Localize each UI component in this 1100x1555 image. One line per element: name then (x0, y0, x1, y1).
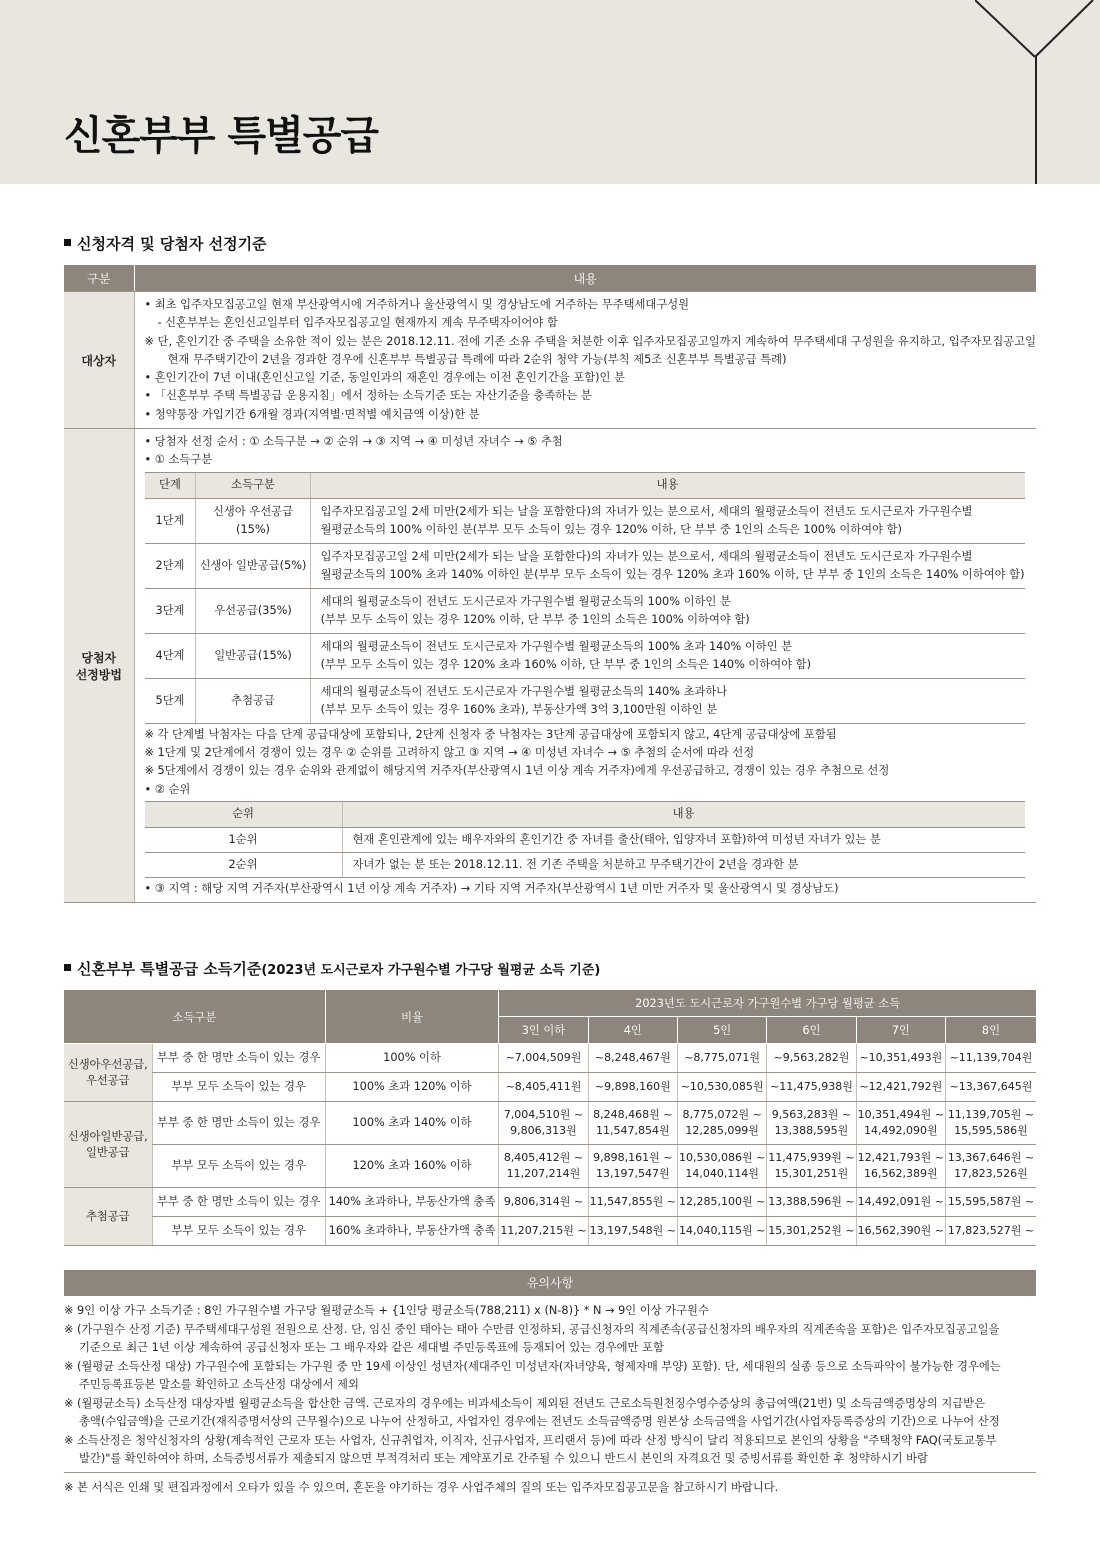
stage-row: 5단계 추첨공급 세대의 월평균소득이 전년도 도시근로자 가구원수별 월평균소득의 140% 초과하나 (부부 모두 소득이 있는 경우 160% 초과), 부동산가액 3억 3,100만원 이하인 분 (145, 678, 1025, 723)
income-amount: 13,367,646원 ~ 17,823,526원 (945, 1145, 1036, 1188)
eligibility-line: - 신혼부부는 혼인신고일부터 입주자모집공고일 현재까지 계속 무주택자이어야 함 (157, 316, 558, 330)
income-amount: 9,806,314원 ~ (499, 1188, 588, 1217)
household-size-header: 3인 이하 (499, 1017, 588, 1044)
stage-col-header: 단계 (145, 472, 196, 498)
household-size-header: 6인 (767, 1017, 856, 1044)
notes-header: 유의사항 (64, 1270, 1036, 1296)
income-subtype: 부부 모두 소득이 있는 경우 (152, 1217, 325, 1246)
income-amount: 13,388,596원 ~ (767, 1188, 856, 1217)
eligibility-content (134, 292, 1036, 429)
stage-col-header: 내용 (310, 472, 1024, 498)
header-band (0, 0, 1100, 184)
income-ratio: 100% 이하 (325, 1044, 499, 1073)
square-bullet-icon (64, 239, 71, 246)
income-amount: 11,207,215원 ~ (499, 1217, 588, 1246)
income-subtype: 부부 모두 소득이 있는 경우 (152, 1073, 325, 1102)
eligibility-table (64, 265, 1036, 903)
income-col-header-type: 소득구분 (64, 990, 325, 1044)
note-line: ※ (월평균소득) 소득산정 대상자별 월평균소득을 합산한 금액. 근로자의 경우에는 비과세소득이 제외된 전년도 근로소득원천징수영수증상의 총급여액(21번) 및 소득금액증명상의 지급받은 (64, 1396, 985, 1410)
eligibility-line: • 「신혼부부 주택 특별공급 운용지침」에서 정하는 소득기준 또는 자산기준을 충족하는 분 (144, 389, 592, 403)
income-row (64, 1145, 1036, 1188)
income-amount: 8,775,072원 ~ 12,285,099원 (677, 1102, 766, 1145)
income-amount: 15,595,587원 ~ (945, 1188, 1036, 1217)
divider (64, 1472, 1036, 1473)
notes-body (64, 1302, 1049, 1469)
note-line: 발간)"를 확인하여야 하며, 소득증빙서류가 제출되지 않으면 부적격처리 또는 계약포기로 간주될 수 있으니 반드시 본인의 자격요건 및 증빙서류를 확인한 후 청약하시기 바람 (79, 1452, 928, 1465)
selection-note: ※ 1단계 및 2단계에서 경쟁이 있는 경우 ② 순위를 고려하지 않고 ③ 지역 → ④ 미성년 자녀수 → ⑤ 추첨의 순서에 따라 선정 (144, 745, 755, 759)
income-amount: ~9,563,282원 (767, 1044, 856, 1073)
note-line: ※ 9인 이상 가구 소득기준 : 8인 가구원수별 가구당 월평균소득 + {1인당 평균소득(788,211) x (N-8)} * N → 9인 이상 가구원수 (64, 1304, 709, 1317)
income-row (64, 1217, 1036, 1246)
region-line: • ③ 지역 : 해당 지역 거주자(부산광역시 1년 이상 계속 거주자) → 기타 지역 거주자(부산광역시 1년 미만 거주자 및 울산광역시 및 경상남도) (144, 881, 839, 895)
income-row (64, 1188, 1036, 1217)
income-ratio: 100% 초과 140% 이하 (325, 1102, 499, 1145)
income-amount: 8,405,412원 ~ 11,207,214원 (499, 1145, 588, 1188)
income-amount: 12,421,793원 ~ 16,562,389원 (856, 1145, 945, 1188)
supply-group-label: 신생아우선공급, 우선공급 (64, 1044, 152, 1102)
eligibility-label: 대상자 (64, 292, 134, 429)
page-title: 신혼부부 특별공급 (64, 113, 379, 159)
note-line: 기준으로 최근 1년 이상 계속하여 공급신청자 또는 그 배우자와 같은 세대별 주민등록표에 등재되어 있는 경우에만 포함 (79, 1341, 664, 1354)
income-amount: 10,351,494원 ~ 14,492,090원 (856, 1102, 945, 1145)
income-subtype: 부부 중 한 명만 소득이 있는 경우 (152, 1188, 325, 1217)
footer-note: ※ 본 서식은 인쇄 및 편집과정에서 오타가 있을 수 있으며, 혼돈을 야기하는 경우 사업주체의 질의 또는 입주자모집공고문을 참고하시기 바랍니다. (64, 1481, 779, 1494)
stage-col-header: 소득구분 (196, 472, 310, 498)
income-row (64, 1073, 1036, 1102)
selection-note: ※ 5단계에서 경쟁이 있는 경우 순위와 관계없이 해당지역 거주자(부산광역시 1년 이상 계속 거주자)에게 우선공급하고, 경쟁이 있는 경우 추첨으로 선정 (144, 764, 890, 778)
col-header-category: 구분 (64, 265, 134, 292)
income-ratio: 160% 초과하나, 부동산가액 충족 (325, 1217, 499, 1246)
col-header-content: 내용 (134, 265, 1036, 292)
income-amount: 12,285,100원 ~ (677, 1188, 766, 1217)
eligibility-line: • 청약통장 가입기간 6개월 경과(지역별·면적별 예치금액 이상)한 분 (144, 407, 480, 421)
selection-row (64, 429, 1036, 903)
income-amount: 10,530,086원 ~ 14,040,114원 (677, 1145, 766, 1188)
income-amount: 16,562,390원 ~ (856, 1217, 945, 1246)
household-size-header: 4인 (588, 1017, 677, 1044)
square-bullet-icon (64, 964, 71, 971)
income-amount: 9,563,283원 ~ 13,388,595원 (767, 1102, 856, 1145)
eligibility-row (64, 292, 1036, 429)
section-title-income: 신혼부부 특별공급 소득기준(2023년 도시근로자 가구원수별 가구당 월평균 소득 기준) (64, 959, 600, 981)
income-amount: 11,475,939원 ~ 15,301,251원 (767, 1145, 856, 1188)
income-amount: ~11,139,704원 (945, 1044, 1036, 1073)
income-subtype: 부부 중 한 명만 소득이 있는 경우 (152, 1102, 325, 1145)
supply-group-label: 추첨공급 (64, 1188, 152, 1246)
eligibility-header-row (64, 265, 1036, 292)
rank-row: 2순위 자녀가 없는 분 또는 2018.12.11. 전 기존 주택을 처분하고 무주택기간이 2년을 경과한 분 (145, 852, 1025, 877)
income-col-header-group: 2023년도 도시근로자 가구원수별 가구당 월평균 소득 (499, 990, 1036, 1017)
income-amount: ~10,351,493원 (856, 1044, 945, 1073)
income-amount: ~8,248,467원 (588, 1044, 677, 1073)
note-line: ※ (가구원수 산정 기준) 무주택세대구성원 전원으로 산정. 단, 임신 중인 태아는 태아 수만큼 인정하되, 공급신청자의 직계존속(공급신청자의 배우자의 직계존속을 포함)은 입주자모집공고일을 (64, 1322, 1000, 1336)
rank-row: 1순위 현재 혼인관계에 있는 배우자와의 혼인기간 중 자녀를 출산(태아, 입양자녀 포함)하여 미성년 자녀가 있는 분 (145, 827, 1025, 852)
income-ratio: 140% 초과하나, 부동산가액 충족 (325, 1188, 499, 1217)
stage-row: 1단계 신생아 우선공급(15%) 입주자모집공고일 2세 미만(2세가 되는 날을 포함한다)의 자녀가 있는 분으로서, 세대의 월평균소득이 전년도 도시근로자 가구원수별 월평균소득의 100% 이하인 분(부부 모두 소득이 있는 경우 120% 이하, 단 부부 중 1인의 소득은 100% 이하여야 함) (145, 498, 1025, 543)
supply-group-label: 신생아일반공급, 일반공급 (64, 1102, 152, 1188)
income-amount: ~8,775,071원 (677, 1044, 766, 1073)
income-amount: 11,547,855원 ~ (588, 1188, 677, 1217)
selection-label: 당첨자 선정방법 (64, 429, 134, 903)
stage-row: 4단계 일반공급(15%) 세대의 월평균소득이 전년도 도시근로자 가구원수별 월평균소득의 100% 초과 140% 이하인 분 (부부 모두 소득이 있는 경우 120% 초과 160% 이하, 단 부부 중 1인의 소득은 140% 이하여야 함) (145, 633, 1025, 678)
eligibility-line: • 혼인기간이 7년 이내(혼인신고일 기준, 동일인과의 재혼인 경우에는 이전 혼인기간을 포함)인 분 (144, 371, 625, 385)
rank-table (145, 801, 1025, 878)
stage-row: 2단계 신생아 일반공급(5%) 입주자모집공고일 2세 미만(2세가 되는 날을 포함한다)의 자녀가 있는 분으로서, 세대의 월평균소득이 전년도 도시근로자 가구원수별 월평균소득의 100% 초과 140% 이하인 분(부부 모두 소득이 있는 경우 120% 초과 160% 이하, 단 부부 중 1인의 소득은 140% 이하여야 함) (145, 543, 1025, 588)
note-line: ※ 소득산정은 청약신청자의 상황(계속적인 근로자 또는 사업자, 신규취업자, 이직자, 신규사업자, 프리랜서 등)에 따라 산정 방식이 달리 적용되므로 본인의 상황을 "주택청약 FAQ(국토교통부 (64, 1433, 997, 1447)
eligibility-line: 현재 무주택기간이 2년을 경과한 경우에 신혼부부 특별공급 특례에 따라 2순위 청약 가능(부칙 제5조 신혼부부 특별공급 특례) (167, 352, 787, 366)
income-row (64, 1102, 1036, 1145)
income-amount: 8,248,468원 ~ 11,547,854원 (588, 1102, 677, 1145)
note-line: 총액(수입금액)을 근로기간(재직증명서상의 근무월수)으로 나누어 산정하고, 사업자인 경우에는 전년도 소득금액증명 원본상 소득금액을 사업기간(사업자등록증상의 기간)으로 나누어 산정 (79, 1415, 1000, 1428)
section-title-eligibility: 신청자격 및 당첨자 선정기준 (64, 234, 267, 254)
note-line: 주민등록표등본 말소를 확인하고 소득산정 대상에서 제외 (79, 1378, 359, 1391)
income-amount: ~10,530,085원 (677, 1073, 766, 1102)
income-amount: ~8,405,411원 (499, 1073, 588, 1102)
selection-note: ※ 각 단계별 낙첨자는 다음 단계 공급대상에 포함되나, 2단계 신청자 중 낙첨자는 3단계 공급대상에 포함되지 않고, 4단계 공급대상에 포함됨 (144, 727, 837, 741)
income-subtype: 부부 모두 소득이 있는 경우 (152, 1145, 325, 1188)
household-size-header: 5인 (677, 1017, 766, 1044)
income-table (64, 990, 1036, 1246)
selection-order: • 당첨자 선정 순서 : ① 소득구분 → ② 순위 → ③ 지역 → ④ 미성년 자녀수 → ⑤ 추첨 (144, 435, 563, 449)
income-row (64, 1044, 1036, 1073)
income-amount: 14,040,115원 ~ (677, 1217, 766, 1246)
rank-title: • ② 순위 (144, 782, 191, 796)
income-amount: ~11,475,938원 (767, 1073, 856, 1102)
eligibility-line: • 최초 입주자모집공고일 현재 부산광역시에 거주하거나 울산광역시 및 경상남도에 거주하는 무주택세대구성원 (144, 298, 690, 311)
income-amount: ~9,898,160원 (588, 1073, 677, 1102)
rank-col-header: 내용 (342, 801, 1025, 827)
income-header-row (64, 990, 1036, 1017)
note-line: ※ (월평균 소득산정 대상) 가구원수에 포함되는 가구원 중 만 19세 이상인 성년자(세대주인 미성년자(자녀양육, 형제자매 부양) 포함). 단, 세대원의 실종 등으로 소득파악이 불가능한 경우에는 (64, 1359, 1001, 1373)
stage-table (145, 472, 1025, 724)
household-size-header: 7인 (856, 1017, 945, 1044)
income-amount: 17,823,527원 ~ (945, 1217, 1036, 1246)
income-amount: 15,301,252원 ~ (767, 1217, 856, 1246)
corner-decoration (975, 0, 1100, 60)
income-subtype: 부부 중 한 명만 소득이 있는 경우 (152, 1044, 325, 1073)
corner-line (1035, 55, 1037, 184)
selection-content (134, 429, 1036, 903)
income-ratio: 100% 초과 120% 이하 (325, 1073, 499, 1102)
income-amount: 13,197,548원 ~ (588, 1217, 677, 1246)
income-amount: 7,004,510원 ~ 9,806,313원 (499, 1102, 588, 1145)
household-size-header: 8인 (945, 1017, 1036, 1044)
income-amount: 11,139,705원 ~ 15,595,586원 (945, 1102, 1036, 1145)
income-amount: ~7,004,509원 (499, 1044, 588, 1073)
rank-col-header: 순위 (145, 801, 343, 827)
income-category-title: • ① 소득구분 (144, 453, 213, 467)
stage-row: 3단계 우선공급(35%) 세대의 월평균소득이 전년도 도시근로자 가구원수별 월평균소득의 100% 이하인 분 (부부 모두 소득이 있는 경우 120% 이하, 단 부부 중 1인의 소득은 100% 이하여야 함) (145, 588, 1025, 633)
eligibility-line: ※ 단, 혼인기간 중 주택을 소유한 적이 있는 분은 2018.12.11. 전에 기존 소유 주택을 처분한 이후 입주자모집공고일까지 계속하여 무주택세대 구성원을 유지하고, 입주자모집공고일 (144, 334, 1036, 348)
income-amount: ~12,421,792원 (856, 1073, 945, 1102)
income-amount: 14,492,091원 ~ (856, 1188, 945, 1217)
income-col-header-ratio: 비율 (325, 990, 499, 1044)
income-amount: ~13,367,645원 (945, 1073, 1036, 1102)
income-amount: 9,898,161원 ~ 13,197,547원 (588, 1145, 677, 1188)
income-ratio: 120% 초과 160% 이하 (325, 1145, 499, 1188)
